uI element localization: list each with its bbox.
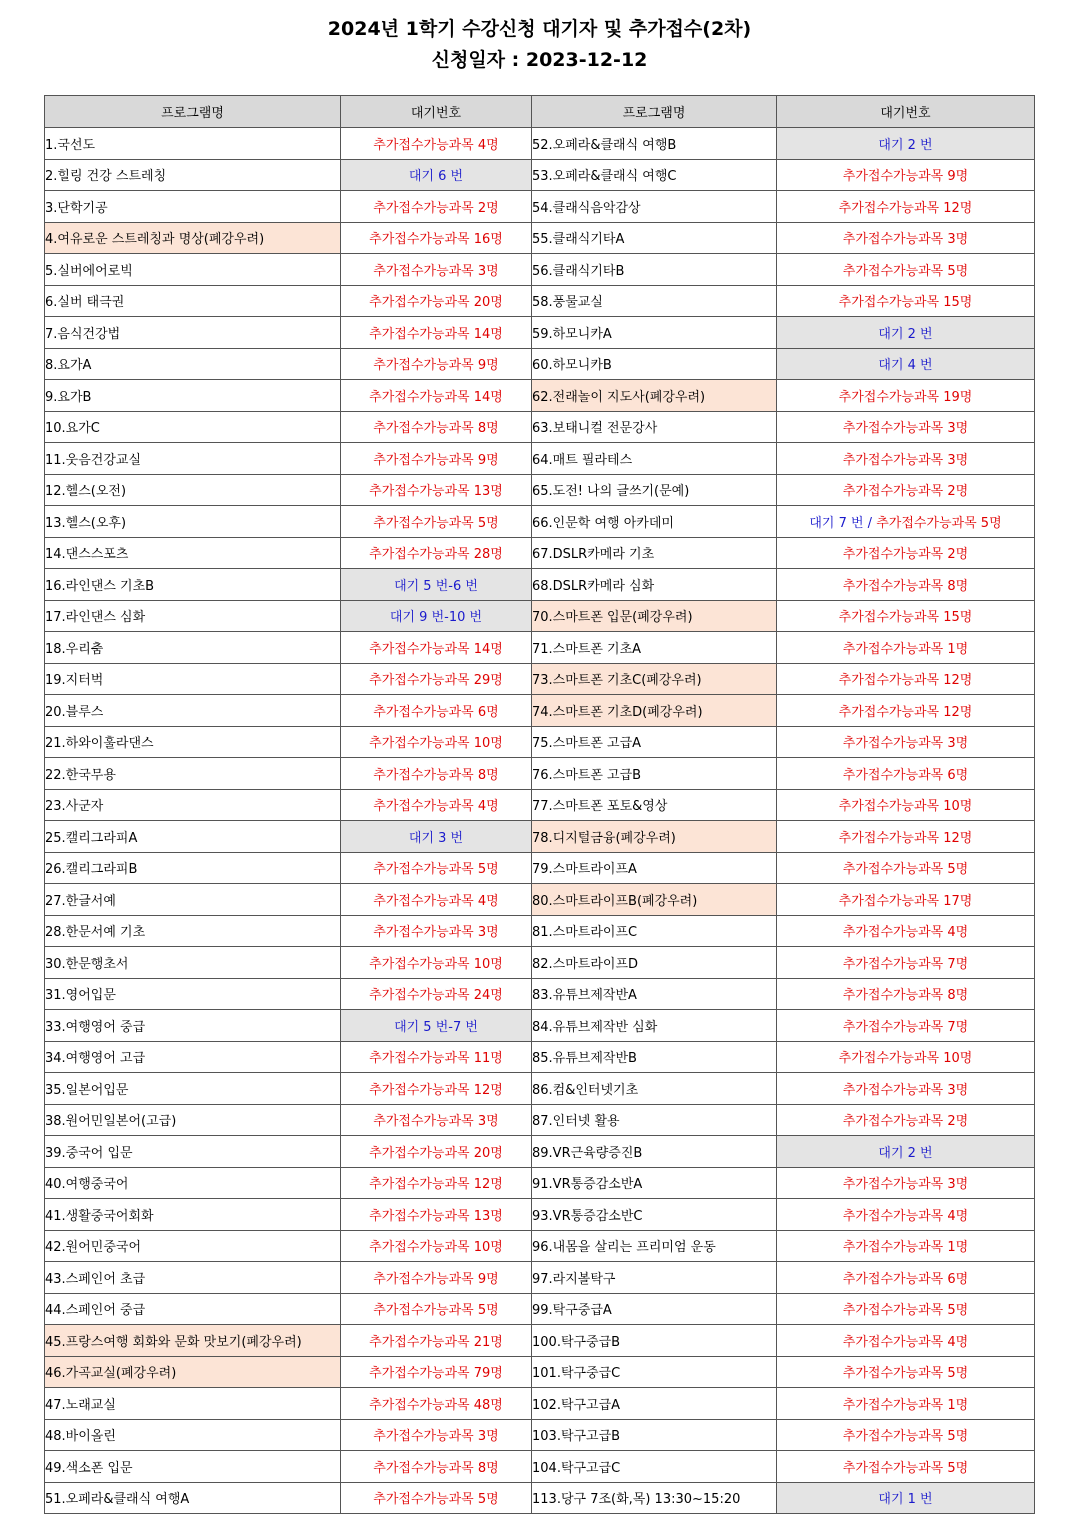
wait-status-left: 추가접수가능과목 4명 (341, 789, 532, 821)
wait-status-right: 추가접수가능과목 6명 (777, 1262, 1035, 1294)
table-row (45, 1325, 1035, 1357)
wait-status-right: 추가접수가능과목 12명 (777, 695, 1035, 727)
program-name-right: 81.스마트라이프C (532, 915, 777, 947)
wait-status-right: 추가접수가능과목 4명 (777, 915, 1035, 947)
table-row (45, 632, 1035, 664)
wait-status-right: 추가접수가능과목 7명 (777, 1010, 1035, 1042)
header-wait-number-right: 대기번호 (777, 96, 1035, 128)
program-name-left: 7.음식건강법 (45, 317, 341, 349)
header-program-name-right: 프로그램명 (532, 96, 777, 128)
program-name-left: 26.캘리그라피B (45, 852, 341, 884)
wait-status-right: 추가접수가능과목 9명 (777, 159, 1035, 191)
program-name-right: 113.당구 7조(화,목) 13:30~15:20 (532, 1482, 777, 1514)
program-name-left: 13.헬스(오후) (45, 506, 341, 538)
wait-status-right: 추가접수가능과목 4명 (777, 1325, 1035, 1357)
wait-status-right: 추가접수가능과목 4명 (777, 1199, 1035, 1231)
program-name-left: 27.한글서예 (45, 884, 341, 916)
program-name-left: 51.오페라&클래식 여행A (45, 1482, 341, 1514)
wait-status-left: 대기 9 번-10 번 (341, 600, 532, 632)
table-row (45, 411, 1035, 443)
program-name-left: 47.노래교실 (45, 1388, 341, 1420)
wait-status-right: 추가접수가능과목 6명 (777, 758, 1035, 790)
table-row (45, 474, 1035, 506)
program-name-left: 40.여행중국어 (45, 1167, 341, 1199)
wait-status-left: 추가접수가능과목 2명 (341, 191, 532, 223)
program-name-right: 104.탁구고급C (532, 1451, 777, 1483)
wait-status-right: 추가접수가능과목 12명 (777, 663, 1035, 695)
table-row (45, 789, 1035, 821)
header-program-name-left: 프로그램명 (45, 96, 341, 128)
table-row (45, 915, 1035, 947)
program-name-right: 99.탁구중급A (532, 1293, 777, 1325)
table-row (45, 1419, 1035, 1451)
wait-status-right: 추가접수가능과목 3명 (777, 1167, 1035, 1199)
program-name-right: 101.탁구중급C (532, 1356, 777, 1388)
program-name-right: 68.DSLR카메라 심화 (532, 569, 777, 601)
program-name-right: 76.스마트폰 고급B (532, 758, 777, 790)
program-name-right: 85.유튜브제작반B (532, 1041, 777, 1073)
program-name-left: 14.댄스스포츠 (45, 537, 341, 569)
wait-status-left: 추가접수가능과목 5명 (341, 852, 532, 884)
program-name-left: 3.단학기공 (45, 191, 341, 223)
wait-status-left: 추가접수가능과목 4명 (341, 884, 532, 916)
wait-status-left: 추가접수가능과목 3명 (341, 254, 532, 286)
table-row (45, 1293, 1035, 1325)
program-name-left: 30.한문행초서 (45, 947, 341, 979)
program-name-left: 18.우리춤 (45, 632, 341, 664)
program-name-left: 21.하와이훌라댄스 (45, 726, 341, 758)
program-name-left: 6.실버 태극권 (45, 285, 341, 317)
table-row (45, 884, 1035, 916)
wait-status-left: 추가접수가능과목 9명 (341, 443, 532, 475)
wait-status-right: 추가접수가능과목 5명 (777, 1293, 1035, 1325)
program-name-right: 55.클래식기타A (532, 222, 777, 254)
wait-status-right: 추가접수가능과목 1명 (777, 1388, 1035, 1420)
program-name-right: 100.탁구중급B (532, 1325, 777, 1357)
wait-status-left: 추가접수가능과목 4명 (341, 128, 532, 160)
wait-status-left: 추가접수가능과목 12명 (341, 1073, 532, 1105)
wait-status-right: 추가접수가능과목 3명 (777, 726, 1035, 758)
wait-status-left: 추가접수가능과목 48명 (341, 1388, 532, 1420)
wait-status-left: 추가접수가능과목 13명 (341, 1199, 532, 1231)
table-row (45, 1230, 1035, 1262)
program-name-right: 73.스마트폰 기초C(폐강우려) (532, 663, 777, 695)
program-name-left: 20.블루스 (45, 695, 341, 727)
wait-status-left: 대기 3 번 (341, 821, 532, 853)
program-name-right: 52.오페라&클래식 여행B (532, 128, 777, 160)
program-name-right: 78.디지털금융(폐강우려) (532, 821, 777, 853)
program-name-left: 5.실버에어로빅 (45, 254, 341, 286)
program-name-right: 54.클래식음악감상 (532, 191, 777, 223)
program-name-right: 60.하모니카B (532, 348, 777, 380)
table-row (45, 380, 1035, 412)
wait-status-left: 대기 5 번-7 번 (341, 1010, 532, 1042)
wait-status-left: 추가접수가능과목 12명 (341, 1167, 532, 1199)
wait-status-left: 추가접수가능과목 28명 (341, 537, 532, 569)
program-name-left: 22.한국무용 (45, 758, 341, 790)
wait-status-right: 추가접수가능과목 5명 (777, 1419, 1035, 1451)
program-name-right: 96.내몸을 살리는 프리미엄 운동 (532, 1230, 777, 1262)
program-name-left: 33.여행영어 중급 (45, 1010, 341, 1042)
wait-status-right: 추가접수가능과목 1명 (777, 1230, 1035, 1262)
wait-status-left: 추가접수가능과목 3명 (341, 1419, 532, 1451)
table-row (45, 159, 1035, 191)
table-row (45, 1167, 1035, 1199)
page-title: 2024년 1학기 수강신청 대기자 및 추가접수(2차) (327, 18, 752, 40)
wait-status-left: 추가접수가능과목 10명 (341, 1230, 532, 1262)
program-name-left: 16.라인댄스 기초B (45, 569, 341, 601)
program-name-right: 70.스마트폰 입문(폐강우려) (532, 600, 777, 632)
wait-status-left: 추가접수가능과목 5명 (341, 506, 532, 538)
wait-status-right: 추가접수가능과목 19명 (777, 380, 1035, 412)
program-name-left: 41.생활중국어회화 (45, 1199, 341, 1231)
program-name-right: 65.도전! 나의 글쓰기(문예) (532, 474, 777, 506)
wait-status-right: 추가접수가능과목 2명 (777, 1104, 1035, 1136)
wait-status-left: 추가접수가능과목 21명 (341, 1325, 532, 1357)
wait-status-right: 추가접수가능과목 3명 (777, 1073, 1035, 1105)
table-row (45, 1199, 1035, 1231)
program-name-right: 80.스마트라이프B(폐강우려) (532, 884, 777, 916)
wait-status-left: 추가접수가능과목 29명 (341, 663, 532, 695)
wait-status-right: 추가접수가능과목 3명 (777, 443, 1035, 475)
table-row (45, 348, 1035, 380)
wait-status-left: 추가접수가능과목 10명 (341, 947, 532, 979)
table-row (45, 1482, 1035, 1514)
program-name-left: 45.프랑스여행 회화와 문화 맛보기(폐강우려) (45, 1325, 341, 1357)
program-name-right: 87.인터넷 활용 (532, 1104, 777, 1136)
wait-status-right: 추가접수가능과목 5명 (777, 1356, 1035, 1388)
program-name-left: 46.가곡교실(폐강우려) (45, 1356, 341, 1388)
program-name-right: 56.클래식기타B (532, 254, 777, 286)
program-name-left: 44.스페인어 중급 (45, 1293, 341, 1325)
wait-status-left: 추가접수가능과목 24명 (341, 978, 532, 1010)
wait-status-left: 추가접수가능과목 8명 (341, 411, 532, 443)
table-body (45, 128, 1035, 1514)
wait-status-left: 추가접수가능과목 14명 (341, 380, 532, 412)
table-row (45, 569, 1035, 601)
wait-status-left: 추가접수가능과목 20명 (341, 1136, 532, 1168)
program-name-right: 66.인문학 여행 아카데미 (532, 506, 777, 538)
table-row (45, 1136, 1035, 1168)
table-row (45, 947, 1035, 979)
table-row (45, 726, 1035, 758)
table-row (45, 1104, 1035, 1136)
program-name-left: 28.한문서예 기초 (45, 915, 341, 947)
program-name-left: 11.웃음건강교실 (45, 443, 341, 475)
program-name-left: 23.사군자 (45, 789, 341, 821)
wait-status-right: 추가접수가능과목 1명 (777, 632, 1035, 664)
waitlist-table (44, 95, 1035, 1514)
page-subtitle: 신청일자 : 2023-12-12 (431, 49, 648, 71)
program-name-right: 67.DSLR카메라 기초 (532, 537, 777, 569)
wait-status-right: 추가접수가능과목 15명 (777, 600, 1035, 632)
table-row (45, 1073, 1035, 1105)
wait-status-right: 대기 2 번 (777, 128, 1035, 160)
wait-status-right: 추가접수가능과목 8명 (777, 569, 1035, 601)
program-name-left: 19.지터벅 (45, 663, 341, 695)
table-row (45, 978, 1035, 1010)
wait-status-right: 추가접수가능과목 10명 (777, 789, 1035, 821)
program-name-left: 2.힐링 건강 스트레칭 (45, 159, 341, 191)
wait-status-left: 추가접수가능과목 9명 (341, 348, 532, 380)
program-name-right: 102.탁구고급A (532, 1388, 777, 1420)
wait-status-left: 추가접수가능과목 20명 (341, 285, 532, 317)
wait-status-right: 추가접수가능과목 5명 (777, 852, 1035, 884)
wait-status-left: 추가접수가능과목 14명 (341, 632, 532, 664)
table-row (45, 1262, 1035, 1294)
table-row (45, 1356, 1035, 1388)
program-name-right: 89.VR근육량증진B (532, 1136, 777, 1168)
wait-status-left: 추가접수가능과목 3명 (341, 915, 532, 947)
wait-status-left: 추가접수가능과목 5명 (341, 1293, 532, 1325)
wait-status-left: 추가접수가능과목 10명 (341, 726, 532, 758)
table-row (45, 1010, 1035, 1042)
program-name-right: 83.유튜브제작반A (532, 978, 777, 1010)
table-row (45, 506, 1035, 538)
wait-status-left: 추가접수가능과목 5명 (341, 1482, 532, 1514)
program-name-right: 77.스마트폰 포토&영상 (532, 789, 777, 821)
wait-status-left: 추가접수가능과목 13명 (341, 474, 532, 506)
table-row (45, 222, 1035, 254)
program-name-right: 64.매트 필라테스 (532, 443, 777, 475)
program-name-right: 58.풍물교실 (532, 285, 777, 317)
wait-status-left: 추가접수가능과목 11명 (341, 1041, 532, 1073)
wait-status-right: 추가접수가능과목 5명 (777, 1451, 1035, 1483)
waitlist-number: 대기 7 번 / (809, 515, 877, 531)
wait-status-left: 추가접수가능과목 79명 (341, 1356, 532, 1388)
program-name-left: 4.여유로운 스트레칭과 명상(폐강우려) (45, 222, 341, 254)
program-name-right: 103.탁구고급B (532, 1419, 777, 1451)
wait-status-right: 대기 2 번 (777, 1136, 1035, 1168)
table-row (45, 254, 1035, 286)
program-name-left: 35.일본어입문 (45, 1073, 341, 1105)
program-name-right: 91.VR통증감소반A (532, 1167, 777, 1199)
wait-status-left: 추가접수가능과목 3명 (341, 1104, 532, 1136)
program-name-left: 34.여행영어 고급 (45, 1041, 341, 1073)
wait-status-left: 추가접수가능과목 6명 (341, 695, 532, 727)
program-name-right: 62.전래놀이 지도사(폐강우려) (532, 380, 777, 412)
wait-status-right: 추가접수가능과목 7명 (777, 947, 1035, 979)
program-name-left: 39.중국어 입문 (45, 1136, 341, 1168)
table-row (45, 191, 1035, 223)
wait-status-right: 대기 2 번 (777, 317, 1035, 349)
wait-status-left: 추가접수가능과목 9명 (341, 1262, 532, 1294)
program-name-right: 53.오페라&클래식 여행C (532, 159, 777, 191)
wait-status-left: 대기 5 번-6 번 (341, 569, 532, 601)
table-row (45, 600, 1035, 632)
program-name-left: 25.캘리그라피A (45, 821, 341, 853)
wait-status-right: 추가접수가능과목 2명 (777, 537, 1035, 569)
wait-status-right: 추가접수가능과목 12명 (777, 821, 1035, 853)
program-name-right: 82.스마트라이프D (532, 947, 777, 979)
additional-seats: 추가접수가능과목 5명 (876, 515, 1002, 531)
wait-status-right (777, 506, 1035, 538)
table-row (45, 663, 1035, 695)
table-row (45, 1041, 1035, 1073)
program-name-left: 12.헬스(오전) (45, 474, 341, 506)
program-name-right: 86.컴&인터넷기초 (532, 1073, 777, 1105)
table-row (45, 317, 1035, 349)
program-name-left: 49.색소폰 입문 (45, 1451, 341, 1483)
wait-status-right: 추가접수가능과목 15명 (777, 285, 1035, 317)
wait-status-right: 대기 4 번 (777, 348, 1035, 380)
program-name-left: 9.요가B (45, 380, 341, 412)
program-name-left: 43.스페인어 초급 (45, 1262, 341, 1294)
wait-status-left: 추가접수가능과목 16명 (341, 222, 532, 254)
program-name-left: 17.라인댄스 심화 (45, 600, 341, 632)
wait-status-right: 추가접수가능과목 3명 (777, 411, 1035, 443)
program-name-left: 48.바이올린 (45, 1419, 341, 1451)
table-row (45, 443, 1035, 475)
table-row (45, 758, 1035, 790)
table-row (45, 128, 1035, 160)
wait-status-right: 추가접수가능과목 5명 (777, 254, 1035, 286)
program-name-right: 93.VR통증감소반C (532, 1199, 777, 1231)
table-row (45, 285, 1035, 317)
wait-status-right: 추가접수가능과목 12명 (777, 191, 1035, 223)
program-name-right: 74.스마트폰 기초D(폐강우려) (532, 695, 777, 727)
table-row (45, 852, 1035, 884)
table-row (45, 821, 1035, 853)
wait-status-right: 추가접수가능과목 2명 (777, 474, 1035, 506)
table-row (45, 1451, 1035, 1483)
wait-status-left: 대기 6 번 (341, 159, 532, 191)
wait-status-right: 추가접수가능과목 3명 (777, 222, 1035, 254)
program-name-right: 71.스마트폰 기초A (532, 632, 777, 664)
program-name-left: 8.요가A (45, 348, 341, 380)
program-name-left: 38.원어민일본어(고급) (45, 1104, 341, 1136)
wait-status-left: 추가접수가능과목 8명 (341, 758, 532, 790)
program-name-left: 42.원어민중국어 (45, 1230, 341, 1262)
program-name-right: 63.보태니컬 전문강사 (532, 411, 777, 443)
table-row (45, 695, 1035, 727)
program-name-left: 31.영어입문 (45, 978, 341, 1010)
wait-status-right: 대기 1 번 (777, 1482, 1035, 1514)
program-name-right: 75.스마트폰 고급A (532, 726, 777, 758)
program-name-right: 97.라지볼탁구 (532, 1262, 777, 1294)
program-name-left: 1.국선도 (45, 128, 341, 160)
wait-status-right: 추가접수가능과목 8명 (777, 978, 1035, 1010)
program-name-right: 84.유튜브제작반 심화 (532, 1010, 777, 1042)
program-name-right: 59.하모니카A (532, 317, 777, 349)
table-row (45, 1388, 1035, 1420)
wait-status-right: 추가접수가능과목 10명 (777, 1041, 1035, 1073)
table-row (45, 537, 1035, 569)
program-name-left: 10.요가C (45, 411, 341, 443)
header-wait-number-left: 대기번호 (341, 96, 532, 128)
table-header-row (45, 96, 1035, 128)
program-name-right: 79.스마트라이프A (532, 852, 777, 884)
wait-status-right: 추가접수가능과목 17명 (777, 884, 1035, 916)
wait-status-left: 추가접수가능과목 8명 (341, 1451, 532, 1483)
wait-status-left: 추가접수가능과목 14명 (341, 317, 532, 349)
